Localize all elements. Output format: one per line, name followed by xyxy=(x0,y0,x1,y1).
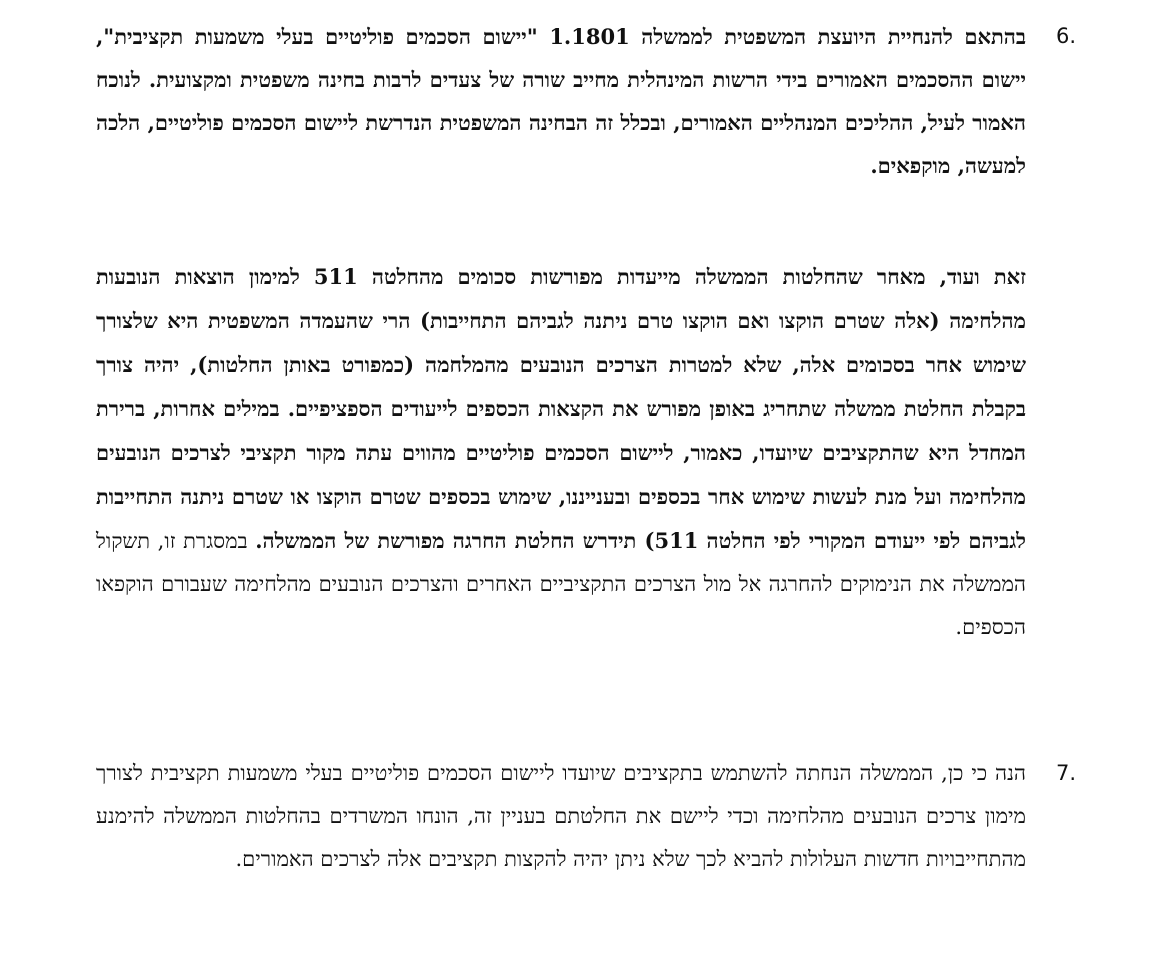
paragraph-text: בהתאם להנחיית היועצת המשפטית לממשלה 1.1801 "יישום הסכמים פוליטיים בעלי משמעות תקציבית", יישום ההסכמים האמורים בידי הרשות המינהלית מחייב שורה של צעדים לרבות בחינה משפטית ומקצועית. לנוכח האמור לעיל, ההליכים המנהליים האמורים, ובכלל זה הבחינה המשפטית הנדרשת ליישום הסכמים פוליטיים, הלכה למעשה, מוקפאים. xyxy=(96,24,1026,178)
paragraph-7 xyxy=(96,752,1076,881)
paragraph-text: הנה כי כן, הממשלה הנחתה להשתמש בתקציבים שיועדו ליישום הסכמים פוליטיים בעלי משמעות תקציבית לצורך מימון צרכים הנובעים מהלחימה וכדי ליישם את החלטתם בעניין זה, הונחו המשרדים בהחלטות הממשלה להימנע מהתחייבויות חדשות העלולות להביא לכך שלא ניתן יהיה להקצות תקציבים אלה לצרכים האמורים. xyxy=(96,761,1026,871)
paragraph-6-continuation xyxy=(96,255,1026,649)
paragraph-bold-text: זאת ועוד, מאחר שהחלטות הממשלה מייעדות מפורשות סכומים מהחלטה 511 למימון הוצאות הנובעות מהלחימה (אלה שטרם הוקצו ואם הוקצו טרם ניתנה לגביהם התחייבות) הרי שהעמדה המשפטית היא שלצורך שימוש אחר בסכומים אלה, שלא למטרות הצרכים הנובעים מהמלחמה (כמפורט באותן החלטות), יהיה צורך בקבלת החלטת ממשלה שתחריג באופן מפורש את הקצאות הכספים לייעודים הספציפיים. במילים אחרות, ברירת המחדל היא שהתקציבים שיועדו, כאמור, ליישום הסכמים פוליטיים מהווים עתה מקור תקציבי לצרכים הנובעים מהלחימה ועל מנת לעשות שימוש אחר בכספים ובענייננו, שימוש בכספים שטרם הוקצו או שטרם ניתנה התחייבות לגביהם לפי ייעודם המקורי לפי החלטה 511) תידרש החלטת החרגה מפורשת של הממשלה. xyxy=(96,264,1026,553)
paragraph-number: 7. xyxy=(1055,761,1076,785)
paragraph-6 xyxy=(96,15,1076,187)
paragraph-number: 6. xyxy=(1055,24,1076,48)
paragraph-normal-text: במסגרת זו, תשקול הממשלה את הנימוקים להחרגה אל מול הצרכים התקציביים האחרים והצרכים הנובעים מהלחימה שעבורם הוקפאו הכספים. xyxy=(96,529,1026,639)
